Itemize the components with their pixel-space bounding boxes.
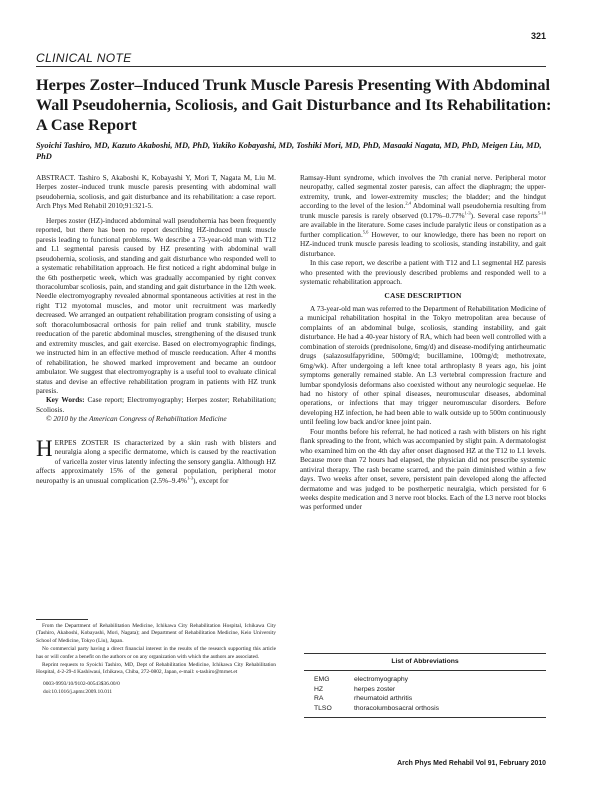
- drop-cap: H: [36, 435, 53, 461]
- right-column: [300, 173, 546, 512]
- abbreviations-title: List of Abbreviations: [304, 653, 546, 671]
- journal-footer: Arch Phys Med Rehabil Vol 91, February 2010: [397, 760, 546, 767]
- abbreviation-term: RA: [314, 695, 324, 703]
- footnote-conflict: No commercial party having a direct financial interest in the results of the research supporting this article has or will confer a benefit on the authors or on any organization with which the authors are associated.: [36, 646, 276, 660]
- footnote-affiliation: From the Department of Rehabilitation Medicine, Ichikawa City Rehabilitation Hospital, Ichikawa City (Tashiro, Akaboshi, Kobayashi, Mori, Nagata); and Department of Rehabilitation Medicine, Keio University School of Medicine, Tokyo (Liu), Japan.: [36, 623, 276, 644]
- abstract-citation: ABSTRACT. Tashiro S, Akaboshi K, Kobayashi Y, Mori T, Nagata M, Liu M. Herpes zoster–induced trunk muscle paresis presenting with abdominal wall pseudohernia, scoliosis, and gait disturbance and its rehabilitation: a case report. Arch Phys Med Rehabil 2010;91:321-5.: [36, 173, 276, 211]
- left-column: [36, 173, 276, 485]
- intro-paragraph-1: [36, 435, 277, 485]
- intro-text-2-cont: Ramsay-Hunt syndrome, which involves the 7th cranial nerve. Peripheral motor neuropathy, called segmental zoster paresis, can affect the diaphragm; the upper-extremity, trunk, and lower-extremity muscles; the bladder; and the hindgut according to the level of the lesion.: [300, 173, 546, 211]
- abbreviations-box: [304, 653, 546, 718]
- keywords: [36, 395, 276, 414]
- intro-paragraph-2: In this case report, we describe a patient with T12 and L1 segmental HZ paresis who presented with the previously described problems and responded well to a systematic rehabilitation approach.: [300, 258, 546, 286]
- case-paragraph-1: A 73-year-old man was referred to the Department of Rehabilitation Medicine of a municipal rehabilitation hospital in the Tokyo metropolitan area because of complaints of an abdominal bulge, scoliosis, standing instability, and gait disturbance. He had a 40-year history of RA, which had been well controlled with a combination of steroids (prednisolone, 6mg/d) and disease-modifying antirheumatic drugs (salazosulfapyridine, 500mg/d; bucillamine, 100mg/d; methotrexate, 6mg/wk). After undergoing a left knee total arthroplasty 8 years ago, his joint symptoms generally remained stable. An L3 vertebral compression fracture and lumbar spondylosis deformans also coexisted without any neurologic sequelae. He had no history of other spinal diseases, neuromuscular diseases, abdominal operations, or infections that may trigger neuromuscular disorders. Before developing HZ infection, he had been able to walk outside up to 500m continuously until feeling low back and/or knee joint pain.: [300, 303, 546, 427]
- intro-text-5: are available in the literature. Some cases include paralytic ileus or constipation as a further complication.: [300, 220, 546, 239]
- abbreviation-definition: rheumatoid arthritis: [354, 695, 413, 703]
- abbreviation-definition: thoracolumbosacral orthosis: [354, 704, 440, 712]
- copyright: © 2010 by the American Congress of Rehabilitation Medicine: [46, 414, 227, 424]
- abbreviation-definition: herpes zoster: [354, 685, 396, 693]
- abbreviation-row: [304, 694, 546, 703]
- abbreviation-term: TLSO: [314, 704, 332, 712]
- ref-5: 5,6: [362, 229, 369, 235]
- abbreviation-row: [304, 685, 546, 694]
- header-rule: [36, 66, 546, 67]
- intro-lead: ERPES ZOSTER: [54, 437, 109, 447]
- intro-text-6: However, to our knowledge, there has been no report on HZ-induced trunk muscle paresis leading to scoliosis, standing instability, and gait disturbance.: [300, 229, 546, 258]
- ref-3: 1-3: [464, 210, 471, 216]
- intro-paragraph-1-cont: [300, 173, 546, 258]
- ref-4: 5-10: [537, 210, 546, 216]
- abbreviation-term: HZ: [314, 685, 324, 693]
- abstract-body: Herpes zoster (HZ)-induced abdominal wall pseudohernia has been frequently reported, but there has been no report describing HZ-induced trunk muscle paresis leading to functional problems. We describe a 73-year-old man with T12 and L1 segmental paresis caused by HZ presenting with abdominal wall pseudohernia, scoliosis, and standing and gait disturbance who responded well to a systematic rehabilitation approach. He first noticed a right abdominal bulge in the 6th postherpetic week, which was gradually accompanied by right convex thoracolumbar scoliosis, pain, and standing and gait disturbance in the 12th week. Needle electromyography revealed abnormal spontaneous activities at rest in the right T12 myotomal muscles, and motor unit recruitment was markedly decreased. We arranged an outpatient rehabilitation program consisting of using a soft thoracolumbosacral orthosis for pain relief and trunk stability, muscle reeducation of the paretic abdominal muscles, strengthening of the disused trunk and extremity muscles, and gait exercise. Based on electromyographic findings, we instructed him in an effective method of muscle reeducation. After 4 months of rehabilitation, he showed marked improvement and became an outdoor ambulator. We suggest that electromyography is a useful tool to evaluate clinical status and devise an effective rehabilitation program in patients with HZ trunk paresis.: [36, 215, 276, 395]
- abbreviations-bottom-rule: [304, 717, 546, 718]
- abbreviation-term: EMG: [314, 676, 330, 684]
- abbreviations-table-body: [304, 675, 546, 713]
- abbreviation-row: [304, 675, 546, 684]
- footnote-reprints: Reprint requests to Syoichi Tashiro, MD, Dept of Rehabilitation Medicine, Ichikawa City Rehabilitation Hospital, 4-2-29-4 Kashiwaui, Ichikawa, Chiba, 272-0802, Japan, e-mail: s-tashiro@mrnet.et: [36, 662, 276, 676]
- abbreviation-row: [304, 704, 546, 713]
- intro-text-3: Abdominal wall pseudohernia resulting from trunk muscle paresis is rarely observed (0.17%–0.77%: [300, 201, 546, 220]
- footnote-rule: [36, 619, 88, 620]
- section-label: CLINICAL NOTE: [36, 51, 132, 65]
- ref-2: 2,4: [405, 200, 412, 206]
- author-list: Syoichi Tashiro, MD, Kazuto Akaboshi, MD, PhD, Yukiko Kobayashi, MD, Toshiki Mori, MD, PhD, Masaaki Nagata, MD, PhD, Meigen Liu, MD, PhD: [36, 141, 542, 162]
- keywords-label: Key Words:: [46, 395, 85, 405]
- case-paragraph-2: Four months before his referral, he had noticed a rash with blisters on his right flank spreading to the front, which was accompanied by slight pain. A dermatologist who examined him on the 4th day after onset diagnosed HZ at the T12 to L1 levels. Because more than 72 hours had elapsed, the physician did not prescribe systemic antiviral therapy. The rash became scarred, and the pain diminished within a few days. Two weeks after onset, severe, persistent pain developed along the affected dermatome and was judged to be postherpetic neuralgia, which persisted for 6 weeks despite medication and 3 nerve root blocks. Each of the L3 nerve root blocks was performed under: [300, 426, 547, 512]
- intro-text-2: ), except for: [192, 475, 229, 485]
- abbreviation-definition: electromyography: [354, 676, 409, 684]
- footnotes: [36, 619, 276, 698]
- footnote-doi: doi:10.1016/j.apmr.2009.10.011: [43, 689, 113, 696]
- case-heading: CASE DESCRIPTION: [384, 291, 462, 301]
- page-number: 321: [530, 31, 546, 41]
- intro-text-1: IS characterized by a skin rash with blisters and neuralgia along a specific dermatome, which is caused by the reactivation of varicella zoster virus latently infecting the sensory ganglia. Although HZ affects approximately 15% of the general population, peripheral motor neuropathy is an unusual complication (2.5%–9.4%: [36, 437, 277, 485]
- intro-text-4: ). Several case reports: [470, 210, 538, 220]
- ref-1: 1-3: [186, 475, 193, 481]
- article-title: Herpes Zoster–Induced Trunk Muscle Paresis Presenting With Abdominal Wall Pseudohernia, Scoliosis, and Gait Disturbance and Its Rehabilitation: A Case Report: [36, 76, 552, 134]
- keywords-list: Case report; Electromyography; Herpes zoster; Rehabilitation; Scoliosis.: [36, 395, 276, 414]
- abbreviations-table: [304, 675, 546, 713]
- footnote-issn: 0003-9993/10/9102-00543$36.00/0: [43, 680, 120, 687]
